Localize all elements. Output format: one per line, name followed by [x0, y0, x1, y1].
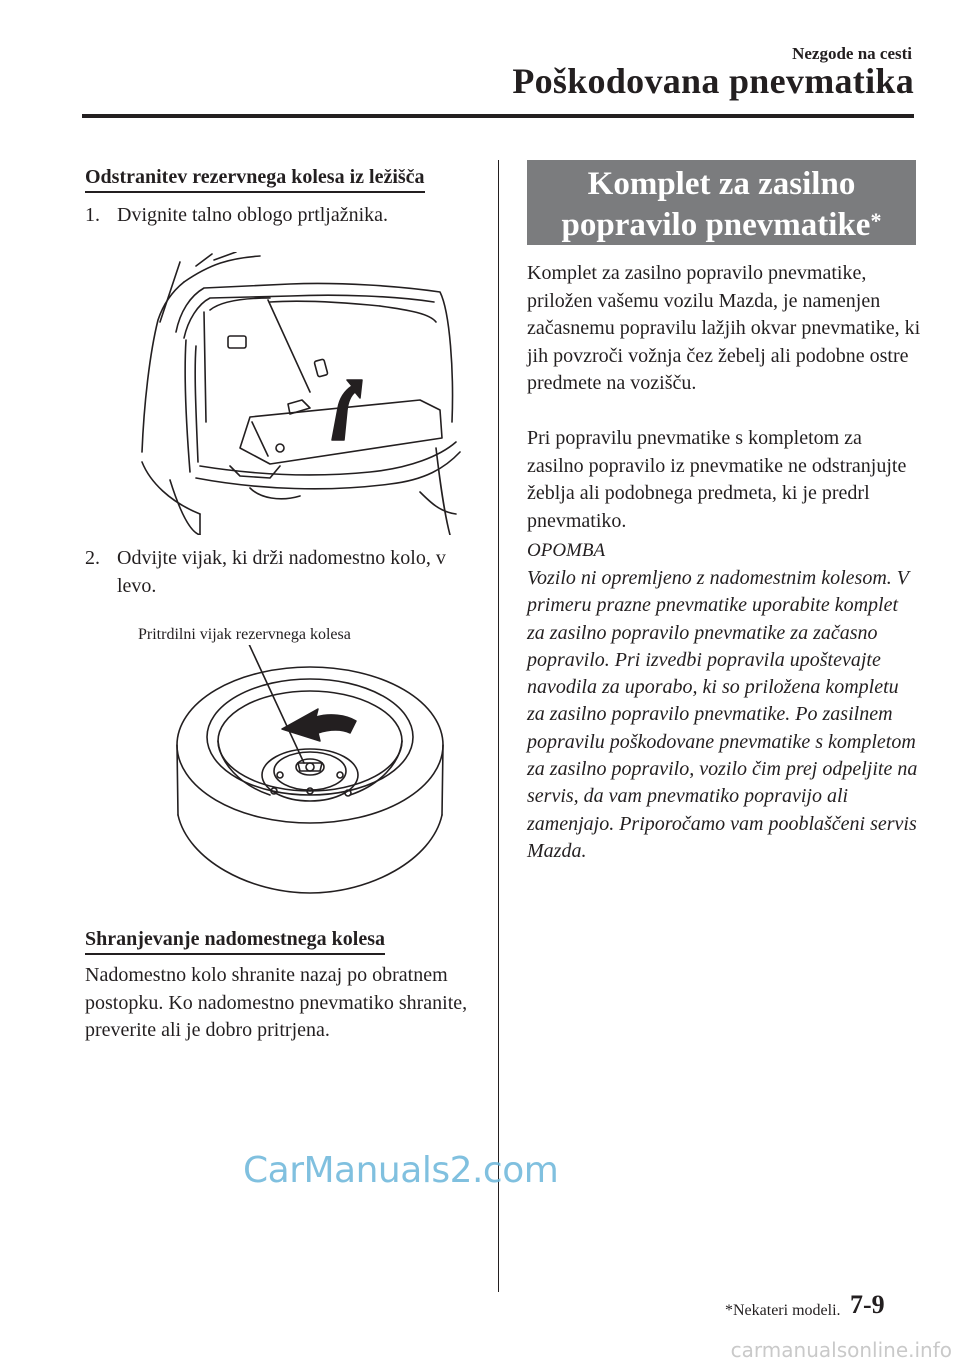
figure-label-bolt: Pritrdilni vijak rezervnega kolesa [138, 626, 351, 643]
page-number: 7-9 [850, 1290, 885, 1319]
trunk-illustration [140, 252, 462, 535]
step-2 [85, 544, 477, 600]
header-rule [82, 114, 914, 118]
step-1 [85, 201, 475, 229]
heading-remove-spare: Odstranitev rezervnega kolesa iz ležišča [85, 166, 425, 193]
banner-line-1: Komplet za zasilno [587, 166, 856, 202]
section-label: Nezgode na cesti [792, 44, 912, 63]
column-divider [498, 160, 499, 1292]
banner-line-2-text: popravilo pnevmatike [561, 207, 871, 243]
footnote: *Nekateri modeli. [725, 1302, 841, 1319]
step-2-text: Odvijte vijak, ki drži nadomestno kolo, v levo. [117, 547, 446, 597]
kit-warning-paragraph: Pri popravilu pnevmatike s kompletom za zasilno popravilo iz pnevmatike ne odstranjujte žeblja ali podobnega predmeta, ki je predrl pnevmatiko. [527, 427, 907, 532]
step-1-number: 1. [85, 204, 100, 226]
store-spare-paragraph: Nadomestno kolo shranite nazaj po obratnem postopku. Ko nadomestno pnevmatiko shranite, preverite ali je dobro pritrjena. [85, 964, 468, 1041]
step-2-number: 2. [85, 547, 100, 569]
spare-wheel-illustration [170, 645, 450, 900]
watermark-online: carmanualsonline.info [730, 1338, 952, 1362]
kit-intro-paragraph: Komplet za zasilno popravilo pnevmatike, priložen vašemu vozilu Mazda, je namenjen začasnemu popravilu lažjih okvar pnevmatike, ki jih povzroči vožnja čez žebelj ali podobne ostre predmete na vozišču. [527, 262, 921, 394]
step-1-text: Dvignite talno oblogo prtljažnika. [117, 204, 389, 226]
banner-line-2 [527, 205, 916, 245]
watermark-carmanuals: CarManuals2.com [243, 1150, 559, 1191]
heading-store-spare: Shranjevanje nadomestnega kolesa [85, 928, 385, 955]
some-models-mark: * [870, 208, 882, 233]
section-banner [527, 160, 916, 245]
note-title: OPOMBA [527, 540, 606, 561]
page-title: Poškodovana pnevmatika [512, 61, 914, 101]
note-body: Vozilo ni opremljeno z nadomestnim kolesom. V primeru prazne pnevmatike uporabite komplet za zasilno popravilo pnevmatike za začasno popravilo. Pri izvedbi popravila upoštevajte navodila za uporabo, ki so priložena kompletu za zasilno popravilo pnevmatike. Po zasilnem popravilu poškodovane pnevmatike s kompletom za zasilno popravilo, vozilo čim prej odpeljite na servis, da vam pnevmatiko popravijo ali zamenjajo. Priporočamo vam pooblaščeni servis Mazda. [527, 567, 918, 862]
